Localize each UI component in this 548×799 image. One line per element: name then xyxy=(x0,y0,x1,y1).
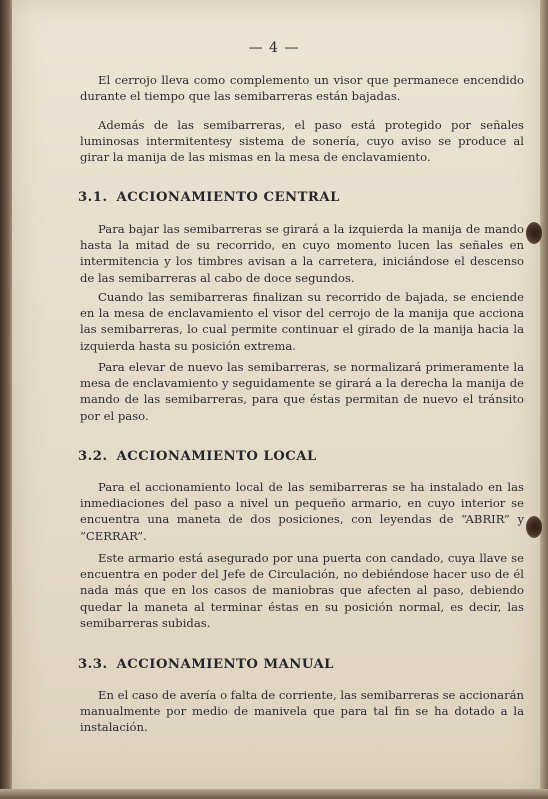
punch-hole xyxy=(526,222,542,244)
section-number: 3.2. xyxy=(78,449,108,464)
section-heading-3-3 xyxy=(78,657,334,672)
section-number: 3.1. xyxy=(78,190,108,205)
section-3-2-paragraph-2: Este armario está asegurado por una puerta con candado, cuya llave se encuentra en poder del Jefe de Circulación, no debiéndose hacer uso de él nada más que en los casos de maniobras que afecten al paso, debiendo quedar la maneta al terminar éstas en su posición normal, es decir, las semibarreras subidas. xyxy=(80,551,524,630)
section-3-1-paragraph-3: Para elevar de nuevo las semibarreras, se normalizará primeramente la mesa de enclavamiento y seguidamente se girará a la derecha la manija de mando de las semibarreras, para que éstas permitan de nuevo el tránsito por el paso. xyxy=(80,360,524,423)
section-title: ACCIONAMIENTO LOCAL xyxy=(116,449,317,464)
section-number: 3.3. xyxy=(78,657,108,672)
intro-paragraph-2: Además de las semibarreras, el paso está protegido por señales luminosas intermitentesy sistema de sonería, cuyo aviso se produce al girar la manija de las mismas en la mesa de enclavamiento. xyxy=(80,118,524,165)
section-3-2-paragraph-1: Para el accionamiento local de las semibarreras se ha instalado en las inmediaciones del paso a nivel un pequeño armario, en cuyo interior se encuentra una maneta de dos posiciones, con leyendas de “ABRIR” y “CERRAR”. xyxy=(80,480,524,543)
intro-paragraph-1: El cerrojo lleva como complemento un visor que permanece encendido durante el tiempo que las semibarreras están bajadas. xyxy=(80,73,524,104)
page-right-edge xyxy=(540,0,548,799)
section-title: ACCIONAMIENTO MANUAL xyxy=(116,657,334,672)
page-number: — 4 — xyxy=(248,40,300,56)
punch-hole xyxy=(526,516,542,538)
section-title: ACCIONAMIENTO CENTRAL xyxy=(116,190,340,205)
section-3-1-paragraph-2: Cuando las semibarreras finalizan su recorrido de bajada, se enciende en la mesa de enclavamiento el visor del cerrojo de la manija que acciona las semibarreras, lo cual permite continuar el girado de la manija hacia la izquierda hasta su posición extrema. xyxy=(80,290,524,353)
section-heading-3-1 xyxy=(78,190,340,205)
section-3-1-paragraph-1: Para bajar las semibarreras se girará a la izquierda la manija de mando hasta la mitad de su recorrido, en cuyo momento lucen las señales en intermitencia y los timbres avisan a la carretera, iniciándose el descenso de las semibarreras al cabo de doce segundos. xyxy=(80,222,524,285)
page-bottom-edge xyxy=(0,789,548,799)
section-3-3-paragraph-1: En el caso de avería o falta de corriente, las semibarreras se accionarán manualmente por medio de manivela que para tal fin se ha dotado a la instalación. xyxy=(80,688,524,735)
section-heading-3-2 xyxy=(78,449,317,464)
